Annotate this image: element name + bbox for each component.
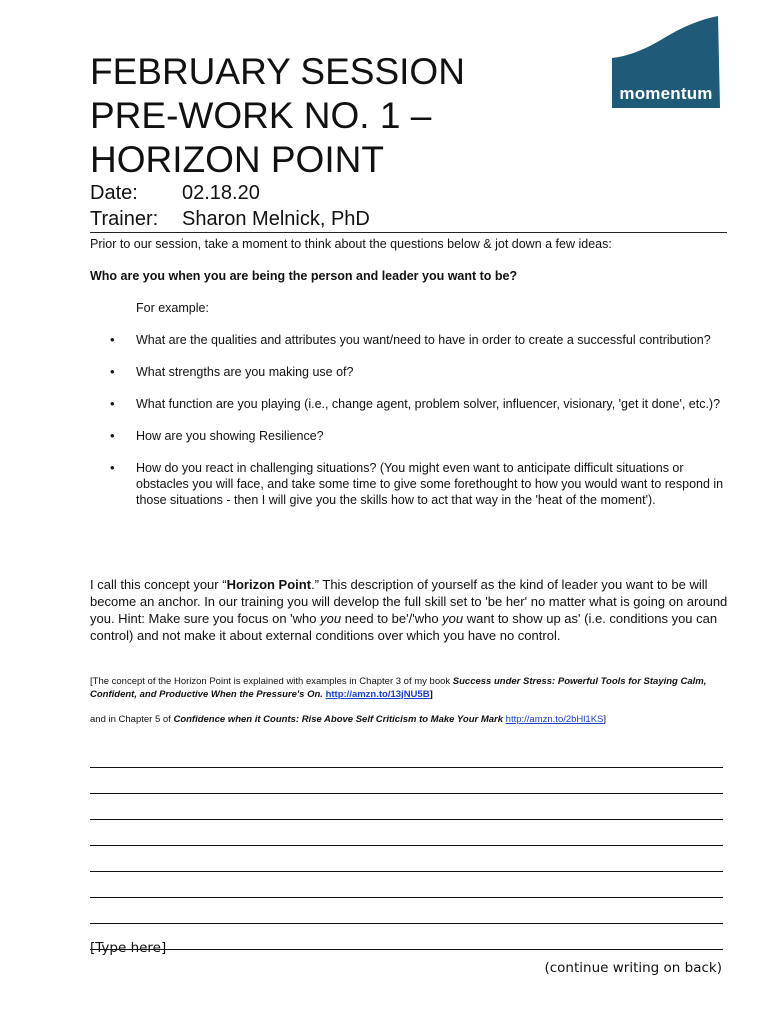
writing-line[interactable]	[90, 898, 723, 924]
writing-line[interactable]	[90, 794, 723, 820]
concept-text: I call this concept your “	[90, 577, 227, 592]
book-reference-1	[90, 676, 725, 701]
book-reference-2	[90, 714, 725, 727]
bullet-item: • What strengths are you making use of?	[108, 364, 728, 380]
horizon-point-term: Horizon Point	[226, 577, 312, 592]
title-line-3: HORIZON POINT	[90, 139, 384, 180]
logo-text: momentum	[619, 84, 713, 103]
continue-note: (continue writing on back)	[544, 960, 722, 976]
reference-text: and in Chapter 5 of	[90, 714, 174, 725]
momentum-logo	[612, 16, 720, 108]
reference-close: ]	[603, 714, 607, 725]
header-divider	[90, 232, 727, 233]
title-line-1: FEBRUARY SESSION	[90, 51, 465, 92]
concept-text: .” This description of yourself as the kind of leader you want to be will become an anchor. In our training you will develop the full skill set to 'be her' no matter what is going on around you. Hint: Make sure you focus on 'who	[90, 577, 728, 626]
bullet-item: • What function are you playing (i.e., change agent, problem solver, influencer, visionary, 'get it done', etc.)?	[108, 396, 728, 412]
emphasis-you: you	[320, 611, 342, 626]
title-line-2: PRE-WORK NO. 1 –	[90, 95, 432, 136]
bullet-item: • How are you showing Resilience?	[108, 428, 728, 444]
concept-paragraph	[90, 576, 730, 644]
writing-line[interactable]	[90, 924, 723, 950]
concept-text: need to be'/'who	[341, 611, 443, 626]
intro-text: Prior to our session, take a moment to think about the questions below & jot down a few ideas:	[90, 237, 612, 251]
example-label: For example:	[136, 301, 209, 315]
reference-text: [The concept of the Horizon Point is explained with examples in Chapter 3 of my book	[90, 676, 453, 687]
book-title: Confidence when it Counts: Rise Above Self Criticism to Make Your Mark	[173, 714, 504, 725]
main-question: Who are you when you are being the person and leader you want to be?	[90, 269, 518, 283]
writing-line[interactable]	[90, 872, 723, 898]
bullet-item: • How do you react in challenging situations? (You might even want to anticipate difficult situations or obstacles you will face, and take some time to give some forethought to how you would want to respond in those situations - then I will give you the skills how to act that way in the 'heat of the moment').	[108, 460, 728, 508]
bullet-item: • What are the qualities and attributes you want/need to have in order to create a successful contribution?	[108, 332, 728, 348]
writing-lines[interactable]	[90, 742, 723, 950]
book-title: Success under Stress: Powerful Tools for Staying Calm, Confident, and Productive When the Pressure's On.	[90, 676, 707, 700]
reference-close: ]	[429, 688, 433, 700]
writing-line[interactable]	[90, 768, 723, 794]
trainer-label: Trainer:	[90, 208, 159, 230]
book-link-1[interactable]: http://amzn.to/13jNU5B	[325, 688, 430, 700]
writing-line[interactable]	[90, 742, 723, 768]
concept-text: want to show up as' (i.e. conditions you can control) and not make it about external conditions over which you have no control.	[90, 611, 718, 643]
writing-line[interactable]	[90, 820, 723, 846]
writing-line[interactable]	[90, 846, 723, 872]
question-list	[108, 332, 728, 508]
trainer-row	[90, 206, 370, 232]
date-value: 02.18.20	[182, 182, 260, 204]
date-label: Date:	[90, 182, 138, 204]
date-row	[90, 180, 260, 206]
book-link-2[interactable]: http://amzn.to/2bHl1KS	[505, 714, 604, 725]
type-here-field[interactable]: [Type here]	[90, 940, 167, 956]
trainer-value: Sharon Melnick, PhD	[182, 208, 370, 230]
emphasis-you: you	[442, 611, 464, 626]
page-title	[90, 50, 590, 182]
